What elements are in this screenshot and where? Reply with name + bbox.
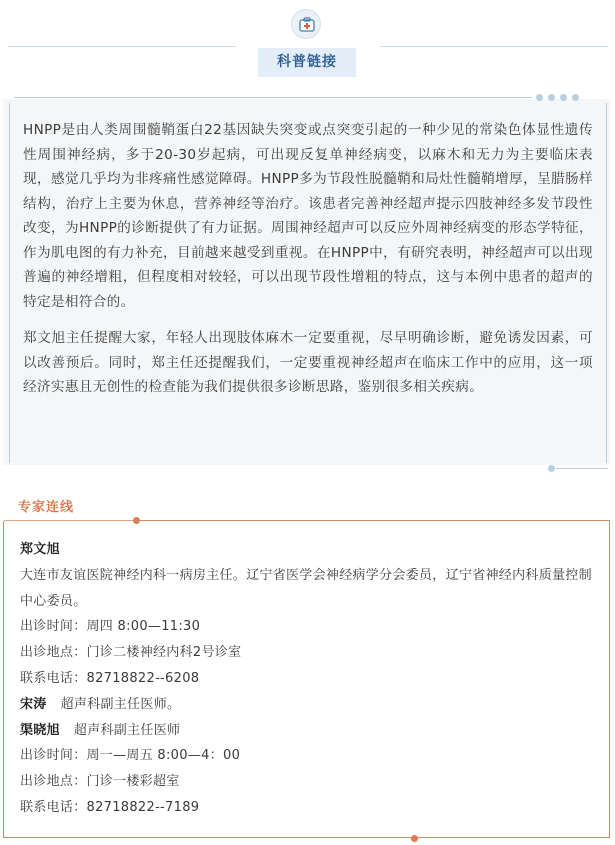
doctor-name: 宋涛: [20, 696, 47, 712]
clinic-place: 出诊地点：门诊二楼神经内科2号诊室: [20, 645, 242, 661]
doctor-title: 超声科副主任医师。: [60, 696, 181, 712]
decor-dot: [548, 94, 555, 101]
article-right-line: [606, 103, 607, 463]
section-title-science-link: 科普链接: [258, 48, 356, 77]
article-text: [23, 118, 593, 400]
decor-dot: [411, 835, 418, 842]
doctor-bio: 大连市友谊医院神经内科一病房主任。辽宁省医学会神经病学分会委员，辽宁省神经内科质量控制中心委员。: [20, 567, 592, 609]
article-bottom-line: [556, 468, 608, 469]
header-divider-right: [380, 46, 608, 47]
article-top-line: [14, 97, 532, 98]
clinic-time: 出诊时间：周一—周五 8:00—4：00: [20, 748, 241, 764]
article-paragraph-2: 郑文旭主任提醒大家，年轻人出现肢体麻木一定要重视，尽早明确诊断，避免诱发因素，可以改善预后。同时，郑主任还提醒我们，一定要重视神经超声在临床工作中的应用，这一项经济实惠且无创性的检查能为我们提供很多诊断思路，鉴别很多相关疾病。: [23, 330, 593, 395]
medical-kit-icon: [291, 9, 321, 39]
clinic-time: 出诊时间：周四 8:00—11:30: [20, 619, 201, 635]
header-divider-left: [8, 46, 236, 47]
decor-dot: [536, 94, 543, 101]
contact-phone: 联系电话：82718822--6208: [20, 670, 200, 686]
experts-section-title: 专家连线: [18, 500, 75, 515]
article-paragraph-1: HNPP是由人类周围髓鞘蛋白22基因缺失突变或点突变引起的一种少见的常染色体显性遗传性周围神经病，多于20-30岁起病，可出现反复单神经病变，以麻木和无力为主要临床表现，感觉几乎均为非疼痛性感觉障碍。HNPP多为节段性脱髓鞘和局灶性髓鞘增厚，呈腊肠样结构，治疗上主要为休息，营养神经等治疗。该患者完善神经超声提示四肢神经多发节段性改变，为HNPP的诊断提供了有力证据。周围神经超声可以反应外周神经病变的形态学特征，作为肌电图的有力补充，目前越来越受到重视。在HNPP中，有研究表明，神经超声可以出现普遍的神经增粗，但程度相对较轻，可以出现节段性增粗的特点，这与本例中患者的超声的特定是相符合的。: [23, 122, 593, 310]
doctor-name: 渠晓旭: [20, 722, 60, 738]
decor-dot: [548, 465, 555, 472]
decor-dot: [560, 94, 567, 101]
clinic-place: 出诊地点：门诊一楼彩超室: [20, 774, 180, 790]
doctor-title: 超声科副主任医师: [73, 722, 181, 738]
contact-phone: 联系电话：82718822--7189: [20, 799, 200, 815]
experts-content: [20, 537, 600, 821]
doctor-name: 郑文旭: [20, 542, 60, 557]
article-left-line: [9, 103, 10, 463]
decor-dot: [572, 94, 579, 101]
